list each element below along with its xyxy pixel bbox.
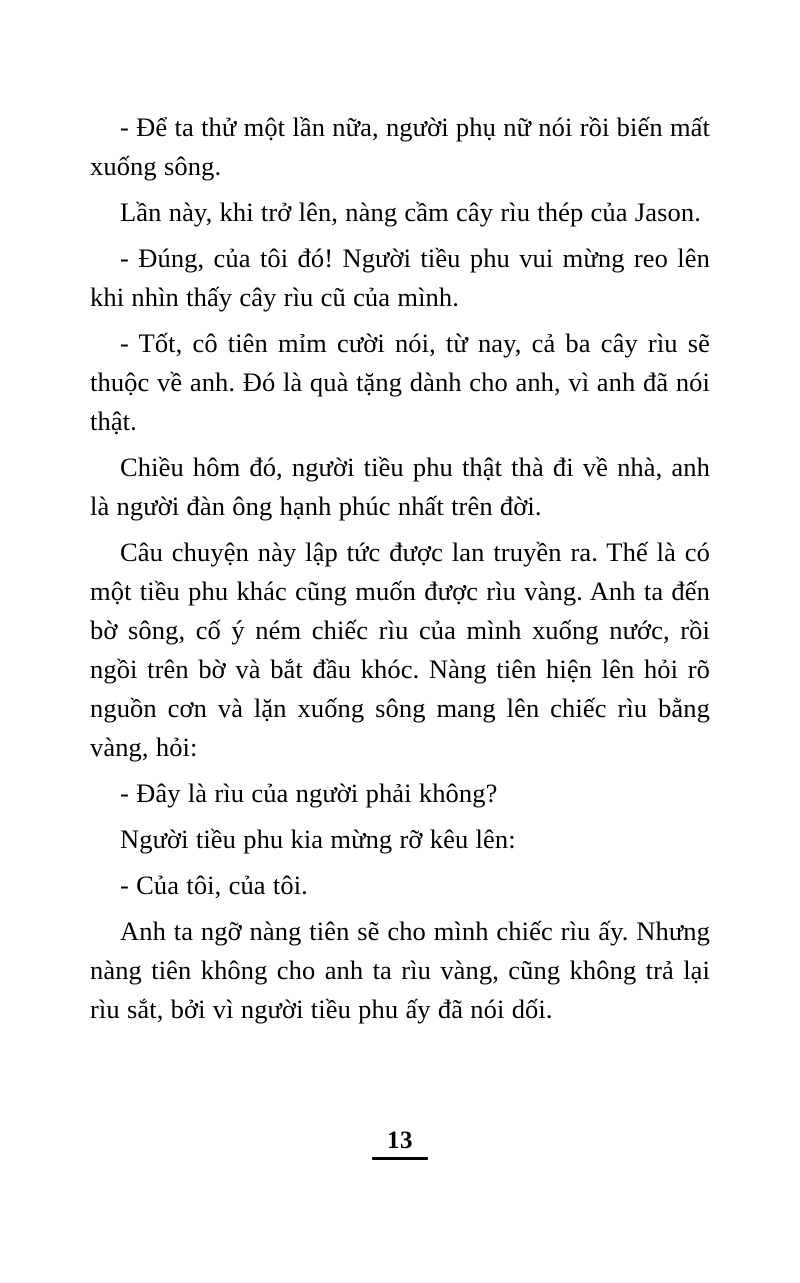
paragraph: - Để ta thử một lần nữa, người phụ nữ nói rồi biến mất xuống sông. [90,112,710,181]
paragraph: Chiều hôm đó, người tiều phu thật thà đi về nhà, anh là người đàn ông hạnh phúc nhất trên đời. [90,452,710,521]
paragraph: - Đây là rìu của người phải không? [120,778,498,808]
page-number: 13 [387,1127,413,1154]
page-text-block [90,108,710,1029]
paragraph: - Của tôi, của tôi. [120,870,308,900]
paragraph: - Đúng, của tôi đó! Người tiều phu vui mừng reo lên khi nhìn thấy cây rìu cũ của mình. [90,243,710,312]
paragraph: Câu chuyện này lập tức được lan truyền ra. Thế là có một tiều phu khác cũng muốn được rìu vàng. Anh ta đến bờ sông, cố ý ném chiếc rìu của mình xuống nước, rồi ngồi trên bờ và bắt đầu khóc. Nàng tiên hiện lên hỏi rõ nguồn cơn và lặn xuống sông mang lên chiếc rìu bằng vàng, hỏi: [90,537,710,762]
page-number-rule [372,1157,428,1160]
page-number-block [0,1128,800,1160]
paragraph: Anh ta ngỡ nàng tiên sẽ cho mình chiếc rìu ấy. Nhưng nàng tiên không cho anh ta rìu vàng, cũng không trả lại rìu sắt, bởi vì người tiều phu ấy đã nói dối. [90,916,710,1024]
paragraph: - Tốt, cô tiên mỉm cười nói, từ nay, cả ba cây rìu sẽ thuộc về anh. Đó là quà tặng dành cho anh, vì anh đã nói thật. [90,328,710,436]
paragraph: Người tiều phu kia mừng rỡ kêu lên: [120,824,516,854]
paragraph: Lần này, khi trở lên, nàng cầm cây rìu thép của Jason. [120,197,701,227]
